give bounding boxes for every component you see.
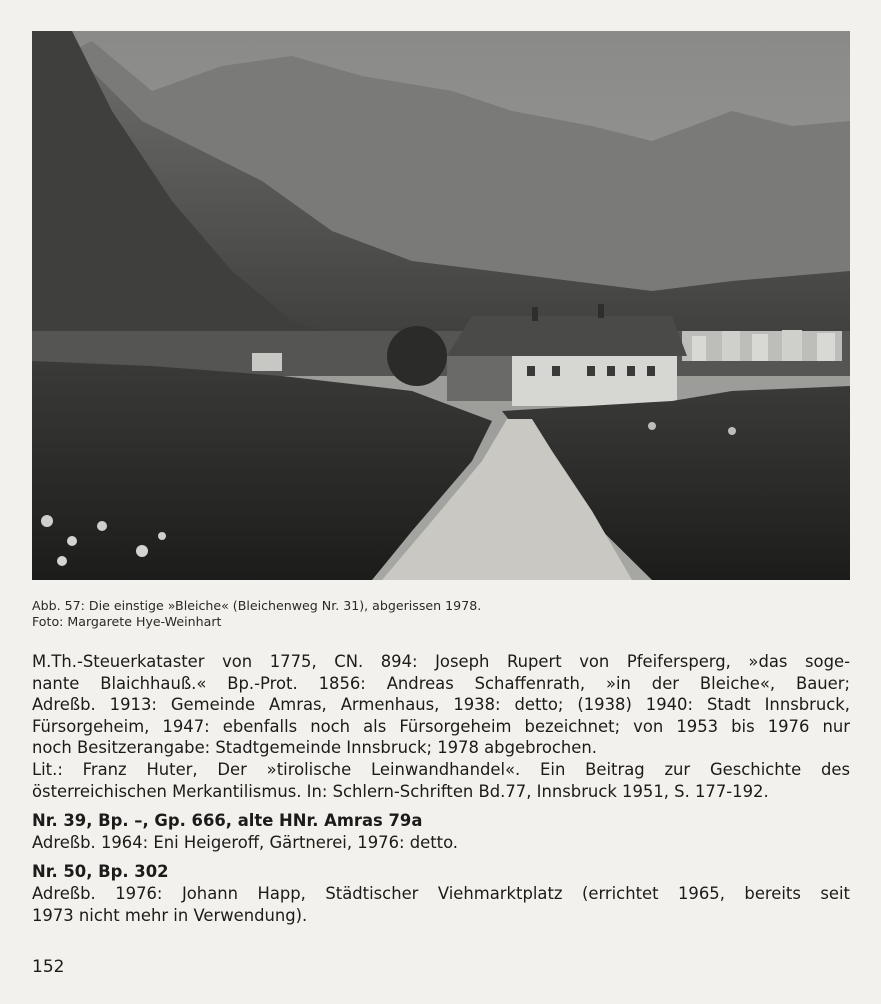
literature-line: Lit.: Franz Huter, Der »tirolische Leinwandhandel«. Ein Beitrag zur Geschichte des <box>32 759 850 779</box>
entry-text: Adreßb. 1976: Johann Happ, Städtischer Viehmarktplatz (errichtet 1965, bereits seit <box>32 883 850 903</box>
paragraph-line: M.Th.-Steuerkataster von 1775, CN. 894: Joseph Rupert von Pfeifersperg, »das soge- <box>32 652 850 671</box>
paragraph-line: Fürsorgeheim, 1947: ebenfalls noch als Fürsorgeheim bezeichnet; von 1953 bis 1976 nur <box>32 716 850 736</box>
literature-line: österreichischen Merkantilismus. In: Schlern-Schriften Bd.77, Innsbruck 1951, S. 177-192. <box>32 781 769 801</box>
entry-heading: Nr. 50, Bp. 302 <box>32 862 169 882</box>
body-text <box>32 651 850 926</box>
paragraph-line: nante Blaichhauß.« Bp.-Prot. 1856: Andreas Schaffenrath, »in der Bleiche«, Bauer; <box>32 673 850 693</box>
paragraph-line: noch Besitzerangabe: Stadtgemeinde Innsbruck; 1978 abgebrochen. <box>32 738 597 758</box>
entry-text: 1973 nicht mehr in Verwendung). <box>32 905 308 925</box>
photo-illustration <box>32 31 850 580</box>
photograph-bleiche <box>32 31 850 580</box>
page-number: 152 <box>32 957 65 977</box>
caption-line: Abb. 57: Die einstige »Bleiche« (Bleichenweg Nr. 31), abgerissen 1978. <box>32 598 482 613</box>
paragraph-line: Adreßb. 1913: Gemeinde Amras, Armenhaus, 1938: detto; (1938) 1940: Stadt Innsbruck, <box>32 695 850 715</box>
caption-photo-credit: Foto: Margarete Hye-Weinhart <box>32 614 222 629</box>
figure-caption <box>32 598 850 630</box>
entry-text: Adreßb. 1964: Eni Heigeroff, Gärtnerei, 1976: detto. <box>32 832 459 852</box>
entry-heading: Nr. 39, Bp. –, Gp. 666, alte HNr. Amras 79a <box>32 811 423 831</box>
